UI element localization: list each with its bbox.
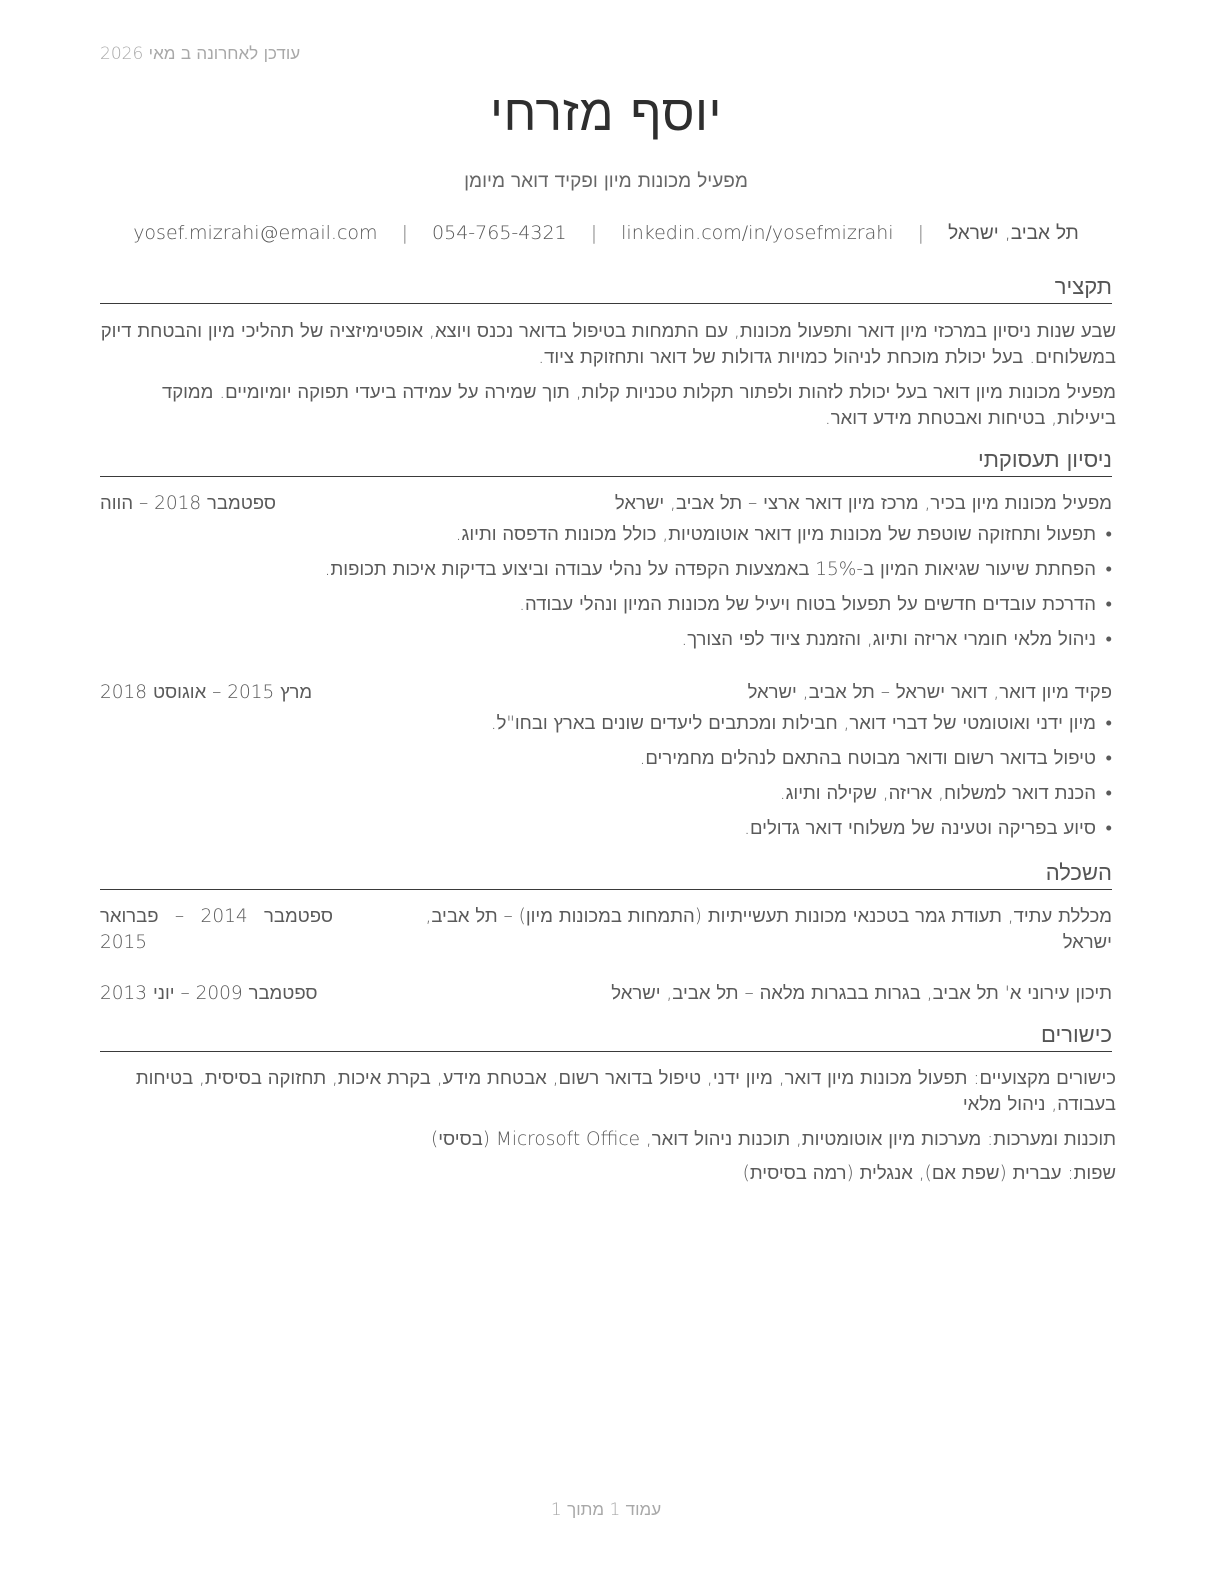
job-bullets [112, 711, 1112, 851]
contact-separator: | [401, 222, 408, 244]
job-title: פקיד מיון דואר, דואר ישראל – תל אביב, ישראל [747, 682, 1112, 703]
education-dates: ספטמבר 2014 – פברואר 2015 [100, 906, 333, 953]
job-bullet: • סיוע בפריקה וטעינה של משלוחי דואר גדולים. [112, 816, 1112, 851]
contact-separator: | [917, 222, 925, 244]
summary-paragraph: מפעיל מכונות מיון דואר בעל יכולת לזהות ולפתור תקלות טכניות קלות, תוך שמירה על עמידה ביעדי תפוקה יומיומיים. ממוקד ביעילות, בטיחות ואבטחת מידע דואר. [161, 382, 1116, 429]
skills-professional: כישורים מקצועיים: תפעול מכונות מיון דואר, מיון ידני, טיפול בדואר רשום, אבטחת מידע, בקרת איכות, תחזוקה בסיסית, בטיחות בעבודה, ניהול מלאי [135, 1068, 1116, 1115]
job-dates: מרץ 2015 – אוגוסט 2018 [100, 682, 313, 703]
candidate-name: יוסף מזרחי [490, 84, 722, 142]
candidate-headline: מפעיל מכונות מיון ופקיד דואר מיומן [464, 170, 748, 192]
job-bullets [112, 522, 1112, 662]
skills-software: תוכנות ומערכות: מערכות מיון אוטומטיות, תוכנות ניהול דואר, Microsoft Office (בסיסי) [431, 1129, 1116, 1150]
job-title: מפעיל מכונות מיון בכיר, מרכז מיון דואר ארצי – תל אביב, ישראל [614, 493, 1112, 514]
resume-page [100, 0, 1116, 1584]
skills-languages: שפות: עברית (שפת אם), אנגלית (רמה בסיסית) [742, 1163, 1116, 1184]
bullet-icon: • [1105, 818, 1112, 839]
contact-email[interactable]: yosef.mizrahi@email.com [133, 222, 378, 244]
summary-paragraph: שבע שנות ניסיון במרכזי מיון דואר ותפעול מכונות, עם התמחות בטיפול בדואר נכנס ויוצא, אופטימיזציה של תהליכי מיון והבטחת דיוק במשלוחים. בעל יכולת מוכחת לניהול כמויות גדולות של דואר ותחזוקת ציוד. [100, 321, 1116, 368]
bullet-icon: • [1105, 713, 1112, 734]
job-bullet: • ניהול מלאי חומרי אריזה ותיוג, והזמנת ציוד לפי הצורך. [112, 627, 1112, 662]
section-title-experience: ניסיון תעסוקתי [100, 447, 1112, 477]
section-title-education: השכלה [100, 860, 1112, 890]
job-bullet: • מיון ידני ואוטומטי של דברי דואר, חבילות ומכתבים ליעדים שונים בארץ ובחו"ל. [112, 711, 1112, 746]
job-bullet: • תפעול ותחזוקה שוטפת של מכונות מיון דואר אוטומטיות, כולל מכונות הדפסה ותיוג. [112, 522, 1112, 557]
education-title: מכללת עתיד, תעודת גמר בטכנאי מכונות תעשייתיות (התמחות במכונות מיון) – תל אביב, ישראל [425, 906, 1112, 953]
job-bullet: • הפחתת שיעור שגיאות המיון ב-15% באמצעות הקפדה על נהלי עבודה וביצוע בדיקות איכות תכופות. [112, 557, 1112, 592]
last-updated: עודכן לאחרונה ב מאי 2026 [100, 44, 301, 64]
bullet-icon: • [1105, 559, 1112, 580]
bullet-icon: • [1105, 594, 1112, 615]
bullet-icon: • [1105, 748, 1112, 769]
contact-separator: | [590, 222, 598, 244]
job-bullet: • טיפול בדואר רשום ודואר מבוטח בהתאם לנהלים מחמירים. [112, 746, 1112, 781]
bullet-icon: • [1105, 524, 1112, 545]
job-bullet: • הדרכת עובדים חדשים על תפעול בטוח ויעיל של מכונות המיון ונהלי עבודה. [112, 592, 1112, 627]
bullet-icon: • [1105, 783, 1112, 804]
contact-linkedin[interactable]: linkedin.com/in/yosefmizrahi [621, 222, 894, 244]
contact-phone[interactable]: 054-765-4321 [432, 222, 567, 244]
job-bullet: • הכנת דואר למשלוח, אריזה, שקילה ותיוג. [112, 781, 1112, 816]
section-title-summary: תקציר [100, 274, 1112, 304]
job-dates: ספטמבר 2018 – הווה [100, 493, 277, 514]
page-number: עמוד 1 מתוך 1 [550, 1500, 662, 1520]
bullet-icon: • [1105, 629, 1112, 650]
education-dates: ספטמבר 2009 – יוני 2013 [100, 983, 318, 1004]
section-title-skills: כישורים [100, 1022, 1112, 1052]
education-title: תיכון עירוני א' תל אביב, בגרות בבגרות מלאה – תל אביב, ישראל [611, 983, 1112, 1004]
contact-location: תל אביב, ישראל [948, 222, 1079, 244]
contact-line [100, 222, 1112, 245]
